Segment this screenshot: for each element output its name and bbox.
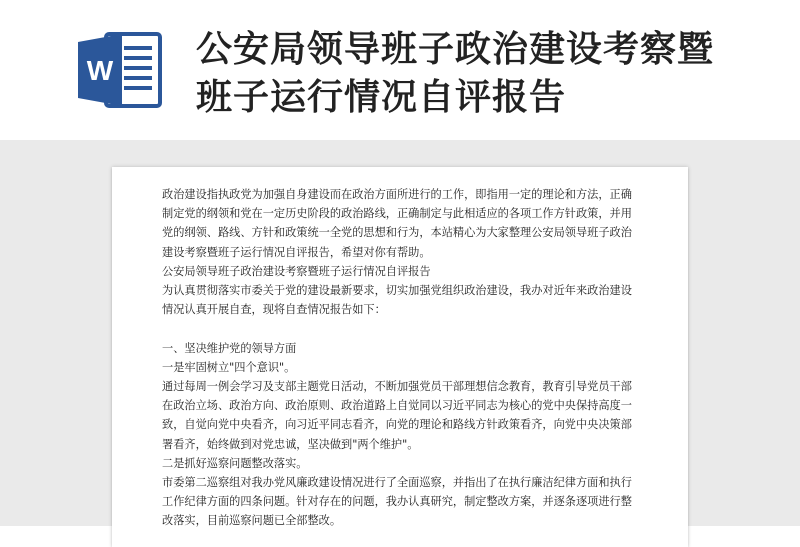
paragraph-intro: 政治建设指执政党为加强自身建设而在政治方面所进行的工作，即指用一定的理论和方法，正确制定党的纲领和党在一定历史阶段的政治路线，正确制定与此相适应的各项工作方针政策，并用党的纲领、路线、方针和政策统一全党的思想和行为，本站精心为大家整理公安局领导班子政治建设考察暨班子运行情况自评报告，希望对你有帮助。 bbox=[162, 188, 632, 259]
header bbox=[0, 0, 800, 140]
paragraph-report-title: 公安局领导班子政治建设考察暨班子运行情况自评报告 bbox=[162, 264, 431, 278]
word-logo-letter: W bbox=[86, 55, 114, 86]
title-line-2: 班子运行情况自评报告 bbox=[196, 77, 567, 118]
document-body bbox=[162, 185, 642, 531]
title-line-1: 公安局领导班子政治建设考察暨 bbox=[196, 29, 715, 70]
subheading-2: 二是抓好巡察问题整改落实。 bbox=[162, 456, 308, 470]
document-page bbox=[112, 167, 688, 547]
blank-line bbox=[162, 319, 642, 338]
page-title bbox=[196, 26, 776, 122]
subheading-1: 一是牢固树立"四个意识"。 bbox=[162, 360, 296, 374]
word-document-icon bbox=[76, 28, 164, 112]
paragraph-inspection: 市委第二巡察组对我办党风廉政建设情况进行了全面巡察，并指出了在执行廉洁纪律方面和执行工作纪律方面的四条问题。针对存在的问题，我办认真研究，制定整改方案，并逐条逐项进行整改落实，目前巡察问题已全部整改。 bbox=[162, 476, 632, 528]
paragraph-study: 通过每周一例会学习及支部主题党日活动，不断加强党员干部理想信念教育，教育引导党员干部在政治立场、政治方向、政治原则、政治道路上自觉同以习近平同志为核心的党中央保持高度一致，自觉向党中央看齐，向习近平同志看齐，向党的理论和路线方针政策看齐，向党中央决策部署看齐，始终做到对党忠诚，坚决做到"两个维护"。 bbox=[162, 380, 632, 451]
section-heading-1: 一、坚决维护党的领导方面 bbox=[162, 341, 297, 355]
paragraph-preface: 为认真贯彻落实市委关于党的建设最新要求，切实加强党组织政治建设，我办对近年来政治建设情况认真开展自查，现将自查情况报告如下： bbox=[162, 284, 632, 317]
